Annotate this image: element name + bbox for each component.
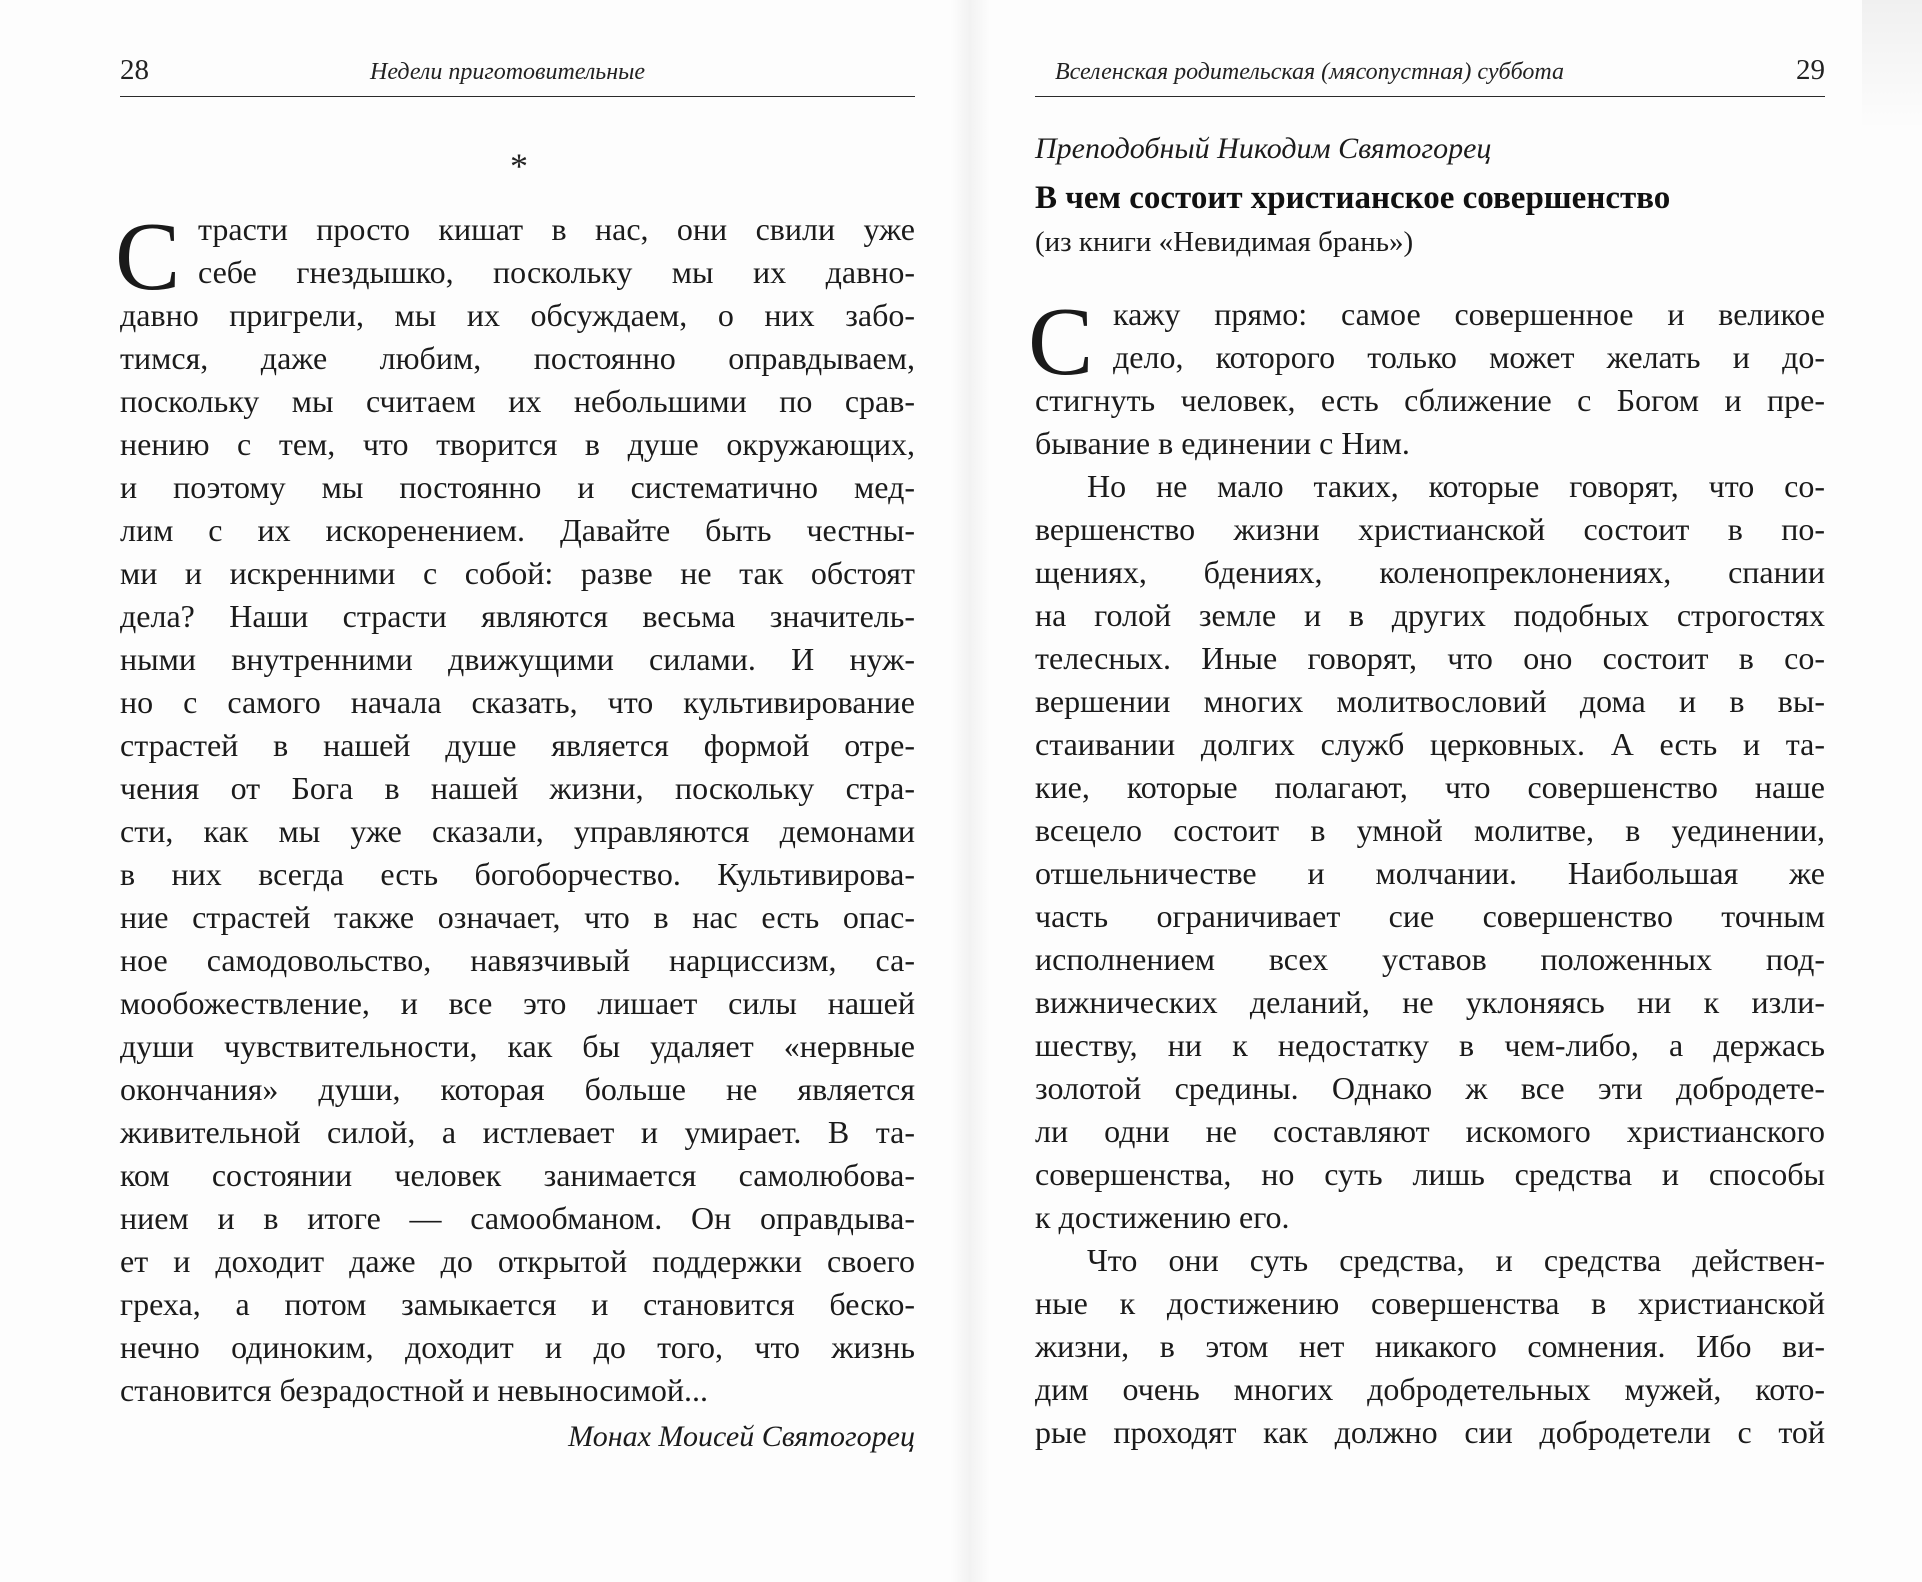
section-separator: * xyxy=(510,146,528,186)
text-line: дело, которого только может желать и до- xyxy=(1113,339,1825,375)
text-line: ет и доходит даже до открытой поддержки своего xyxy=(120,1243,915,1279)
text-line: ными внутренними движущими силами. И нуж- xyxy=(120,641,915,677)
text-line: живительной силой, а истлевает и умирает. В та- xyxy=(120,1114,915,1150)
text-line: и поэтому мы постоянно и систематично мед- xyxy=(120,469,915,505)
right-body-text xyxy=(1035,293,1825,1454)
signature-left: Монах Моисей Святогорец xyxy=(568,1420,915,1453)
text-line: греха, а потом замыкается и становится беско- xyxy=(120,1286,915,1322)
page-number-right: 29 xyxy=(1796,54,1825,86)
text-line: на голой земле и в других подобных строгостях xyxy=(1035,597,1825,633)
text-line: нению с тем, что творится в душе окружающих, xyxy=(120,426,915,462)
text-line: нием и в итоге — самообманом. Он оправдыва- xyxy=(120,1200,915,1236)
text-line: ное самодовольство, навязчивый нарциссизм, са- xyxy=(120,942,915,978)
text-line: совершенства, но суть лишь средства и способы xyxy=(1035,1156,1825,1192)
text-line: ми и искренними с собой: разве не так обстоят xyxy=(120,555,915,591)
text-line: жизни, в этом нет никакого сомнения. Ибо ви- xyxy=(1035,1328,1825,1364)
text-line: щениях, бдениях, коленопреклонениях, спании xyxy=(1035,554,1825,590)
text-line: бывание в единении с Ним. xyxy=(1035,425,1410,461)
running-head-left: Недели приготовительные xyxy=(370,59,646,85)
text-line: но с самого начала сказать, что культивирование xyxy=(120,684,915,720)
text-line: вижнических деланий, не уклоняясь ни к изли- xyxy=(1035,984,1825,1020)
drop-cap-right: С xyxy=(1028,288,1094,396)
text-line: сти, как мы уже сказали, управляются демонами xyxy=(120,813,915,849)
text-line: страстей в нашей душе является формой отре- xyxy=(120,727,915,763)
article-title: В чем состоит христианское совершенство xyxy=(1035,180,1671,216)
text-line: лим с их искоренением. Давайте быть честны- xyxy=(120,512,915,548)
text-line: шеству, ни к недостатку в чем-либо, а держась xyxy=(1035,1027,1825,1063)
text-line: стаивании долгих служб церковных. А есть и та- xyxy=(1035,726,1825,762)
text-line: вершенство жизни христианской состоит в по- xyxy=(1035,511,1825,547)
text-line: стигнуть человек, есть сближение с Богом и пре- xyxy=(1035,382,1825,418)
text-line: ли одни не составляют искомого христианского xyxy=(1035,1113,1825,1149)
article-subtitle: (из книги «Невидимая брань») xyxy=(1035,226,1414,258)
right-page-header xyxy=(1035,52,1825,97)
left-page xyxy=(0,0,960,1582)
text-line: ком состоянии человек занимается самолюбова- xyxy=(120,1157,915,1193)
text-line: исполнением всех уставов положенных под- xyxy=(1035,941,1825,977)
text-line: дела? Наши страсти являются весьма значитель- xyxy=(120,598,915,634)
text-line: Но не мало таких, которые говорят, что со- xyxy=(1087,468,1825,504)
text-line: к достижению его. xyxy=(1035,1199,1290,1235)
text-line: всецело состоит в умной молитве, в уединении, xyxy=(1035,812,1825,848)
page-number-left: 28 xyxy=(120,54,149,86)
text-line: золотой средины. Однако ж все эти добродете- xyxy=(1035,1070,1825,1106)
text-line: кажу прямо: самое совершенное и великое xyxy=(1113,296,1825,332)
text-line: чения от Бога в нашей жизни, поскольку стра- xyxy=(120,770,915,806)
text-line: окончания» души, которая больше не является xyxy=(120,1071,915,1107)
text-line: давно пригрели, мы их обсуждаем, о них забо- xyxy=(120,297,915,333)
text-line: себе гнездышко, поскольку мы их давно- xyxy=(198,254,915,290)
text-line: мообожествление, и все это лишает силы нашей xyxy=(120,985,915,1021)
text-line: ные к достижению совершенства в христианской xyxy=(1035,1285,1825,1321)
right-page xyxy=(960,0,1922,1582)
text-line: телесных. Иные говорят, что оно состоит в со- xyxy=(1035,640,1825,676)
text-line: вершении многих молитвословий дома и в вы- xyxy=(1035,683,1825,719)
text-line: кие, которые полагают, что совершенство наше xyxy=(1035,769,1825,805)
text-line: ние страстей также означает, что в нас есть опас- xyxy=(120,899,915,935)
text-line: души чувствительности, как бы удаляет «нервные xyxy=(120,1028,915,1064)
text-line: отшельничестве и молчании. Наибольшая же xyxy=(1035,855,1825,891)
text-line: трасти просто кишат в нас, они свили уже xyxy=(198,211,915,247)
text-line: нечно одиноким, доходит и до того, что жизнь xyxy=(120,1329,915,1365)
text-line: тимся, даже любим, постоянно оправдываем, xyxy=(120,340,915,376)
text-line: поскольку мы считаем их небольшими по срав- xyxy=(120,383,915,419)
left-page-header xyxy=(120,52,915,97)
text-line: в них всегда есть богоборчество. Культивирова- xyxy=(120,856,915,892)
article-author: Преподобный Никодим Святогорец xyxy=(1035,132,1492,165)
text-line: становится безрадостной и невыносимой... xyxy=(120,1372,708,1408)
text-line: рые проходят как должно сии добродетели с той xyxy=(1035,1414,1825,1450)
text-line: дим очень многих добродетельных мужей, кото- xyxy=(1035,1371,1825,1407)
text-line: часть ограничивает сие совершенство точным xyxy=(1035,898,1825,934)
drop-cap-left: С xyxy=(115,203,181,311)
text-line: Что они суть средства, и средства действен- xyxy=(1087,1242,1825,1278)
running-head-right: Вселенская родительская (мясопустная) суббота xyxy=(1055,59,1564,85)
left-body-text xyxy=(120,208,915,1412)
